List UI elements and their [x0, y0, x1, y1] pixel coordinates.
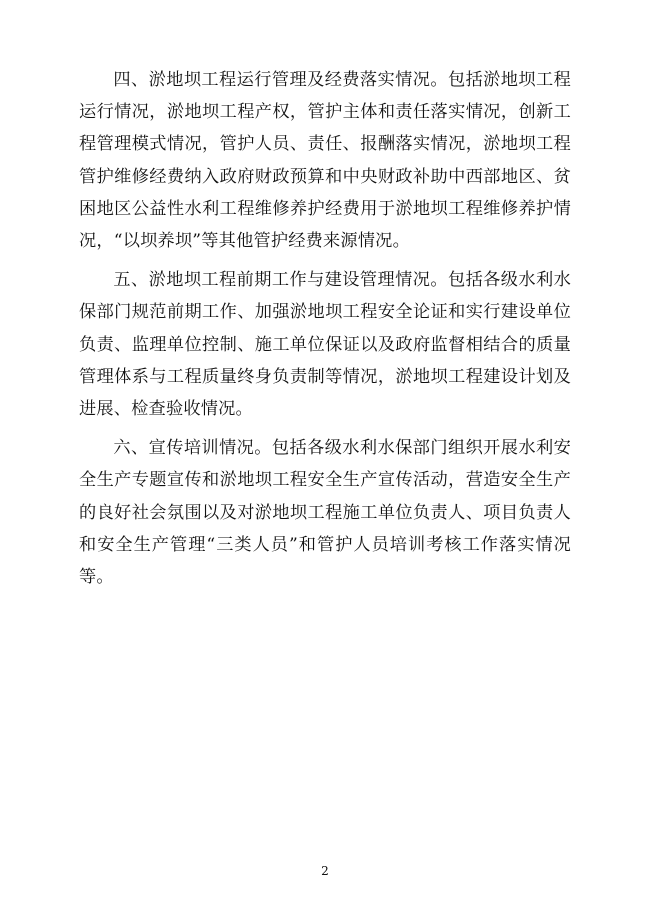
paragraph-section-four: 四、淤地坝工程运行管理及经费落实情况。包括淤地坝工程运行情况，淤地坝工程产权，管护主体和责任落实情况，创新工程管理模式情况，管护人员、责任、报酬落实情况，淤地坝工程管护维修经费纳入政府财政预算和中央财政补助中西部地区、贫困地区公益性水利工程维修养护经费用于淤地坝工程维修养护情况，“以坝养坝”等其他管护经费来源情况。	[79, 70, 571, 252]
document-body	[79, 64, 571, 600]
page-number: 2	[321, 864, 329, 878]
paragraph-section-six: 六、宣传培训情况。包括各级水利水保部门组织开展水利安全生产专题宣传和淤地坝工程安全生产宣传活动，营造安全生产的良好社会氛围以及对淤地坝工程施工单位负责人、项目负责人和安全生产管理“三类人员”和管护人员培训考核工作落实情况等。	[79, 438, 571, 588]
paragraph-section-five: 五、淤地坝工程前期工作与建设管理情况。包括各级水利水保部门规范前期工作、加强淤地坝工程安全论证和实行建设单位负责、监理单位控制、施工单位保证以及政府监督相结合的质量管理体系与工程质量终身负责制等情况，淤地坝工程建设计划及进展、检查验收情况。	[79, 270, 571, 420]
